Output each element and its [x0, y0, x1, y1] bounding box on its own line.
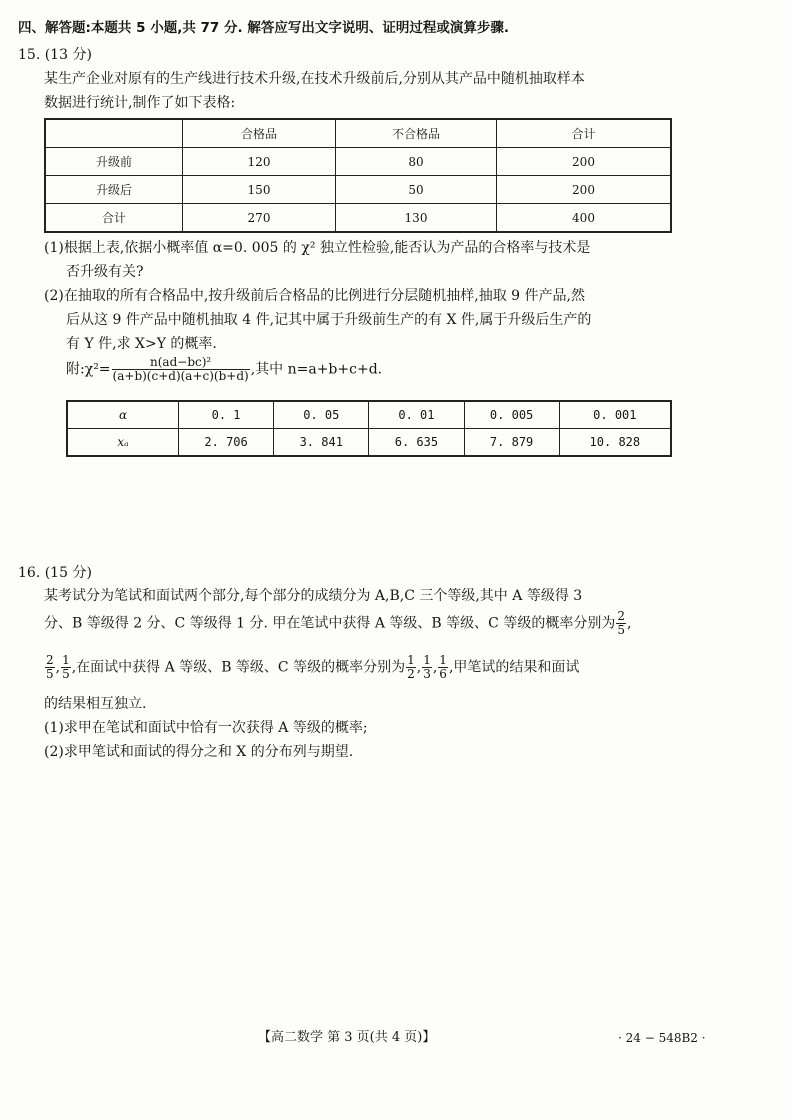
fraction-numerator: 1	[62, 653, 70, 667]
fraction-numerator: 1	[439, 653, 447, 667]
table-cell: 80	[336, 148, 497, 176]
table-cell: 150	[183, 176, 336, 204]
table-cell: 10. 828	[559, 429, 671, 457]
q15-part1-line1: (1)根据上表,依据小概率值 α=0. 005 的 χ² 独立性检验,能否认为产品的合格率与技术是	[44, 240, 591, 256]
table-cell: 升级前	[45, 148, 183, 176]
q15-part2-line3: 有 Y 件,求 X>Y 的概率.	[66, 336, 217, 352]
q16-line3-mid: ,在面试中获得 A 等级、B 等级、C 等级的概率分别为	[71, 659, 406, 676]
table-header-cell: 合计	[497, 119, 672, 148]
q15-data-table	[44, 118, 672, 233]
table-cell: 120	[183, 148, 336, 176]
fraction-numerator: 2	[46, 653, 54, 667]
q16-number: 16. (15 分)	[18, 565, 92, 581]
table-header-cell: 不合格品	[336, 119, 497, 148]
table-cell: 升级后	[45, 176, 183, 204]
fraction-numerator: 1	[407, 653, 415, 667]
table-cell: 6. 635	[369, 429, 464, 457]
q16-line4: 的结果相互独立.	[44, 696, 147, 712]
table-row-label: xₐ	[67, 429, 179, 457]
fraction	[422, 654, 432, 681]
formula-tail: ,其中 n=a+b+c+d.	[250, 361, 383, 378]
table-row-label: α	[67, 401, 179, 429]
fraction-denominator: 2	[407, 667, 415, 681]
fraction	[616, 610, 626, 637]
q15-number: 15. (13 分)	[18, 47, 92, 63]
fraction-denominator: 5	[62, 667, 70, 681]
fraction	[438, 654, 448, 681]
alpha-critical-table	[66, 400, 672, 457]
q16-line3: $\frac{2}{5}$ , $\frac{1}{5}$ ,在面试中获得 A 等级、B 等级、C 等级的概率分别为 $\frac{1}{2}$ , $\frac{1}{3}$ , $\frac{1}{6}$ ,甲笔试的结果和面试	[46, 653, 580, 681]
table-row	[67, 401, 671, 429]
table-header-cell: 合格品	[183, 119, 336, 148]
formula-label: 附:χ²=	[66, 361, 111, 378]
table-cell: 0. 05	[274, 401, 369, 429]
section-header: 四、解答题:本题共 5 小题,共 77 分. 解答应写出文字说明、证明过程或演算步骤.	[18, 20, 509, 36]
table-row	[45, 148, 671, 176]
fraction-numerator: 2	[617, 609, 625, 623]
formula-numerator: n(ad−bc)²	[112, 356, 250, 370]
q16-part2: (2)求甲笔试和面试的得分之和 X 的分布列与期望.	[44, 744, 354, 760]
table-cell: 合计	[45, 204, 183, 233]
fraction-denominator: 5	[617, 623, 625, 637]
q15-part2-line2: 后从这 9 件产品中随机抽取 4 件,记其中属于升级前生产的有 X 件,属于升级后生产的	[66, 312, 592, 328]
table-cell: 2. 706	[179, 429, 274, 457]
table-cell: 0. 005	[464, 401, 559, 429]
table-cell: 200	[497, 148, 672, 176]
table-cell: 50	[336, 176, 497, 204]
table-cell: 0. 1	[179, 401, 274, 429]
q16-line3-tail: ,甲笔试的结果和面试	[448, 659, 580, 676]
formula-fraction	[112, 356, 250, 383]
fraction-numerator: 1	[423, 653, 431, 667]
fraction-denominator: 3	[423, 667, 431, 681]
q15-part2-line1: (2)在抽取的所有合格品中,按升级前后合格品的比例进行分层随机抽样,抽取 9 件产品,然	[44, 288, 585, 304]
q15-intro-line1: 某生产企业对原有的生产线进行技术升级,在技术升级前后,分别从其产品中随机抽取样本	[44, 71, 585, 87]
exam-code: · 24 − 548B2 ·	[618, 1031, 706, 1045]
table-cell: 400	[497, 204, 672, 233]
fraction	[45, 654, 55, 681]
q15-part1-line2: 否升级有关?	[66, 264, 144, 280]
q16-line2: 分、B 等级得 2 分、C 等级得 1 分. 甲在笔试中获得 A 等级、B 等级、C 等级的概率分别为 $\frac{2}{5}$ ,	[44, 609, 632, 637]
table-cell: 0. 001	[559, 401, 671, 429]
table-row	[67, 429, 671, 457]
formula-denominator: (a+b)(c+d)(a+c)(b+d)	[112, 369, 249, 383]
table-cell: 7. 879	[464, 429, 559, 457]
q15-intro-line2: 数据进行统计,制作了如下表格:	[44, 95, 236, 111]
page-footer: 【高二数学 第 3 页(共 4 页)】	[258, 1030, 436, 1045]
fraction-denominator: 5	[46, 667, 54, 681]
fraction-denominator: 6	[439, 667, 447, 681]
q16-part1: (1)求甲在笔试和面试中恰有一次获得 A 等级的概率;	[44, 720, 368, 736]
q16-line1: 某考试分为笔试和面试两个部分,每个部分的成绩分为 A,B,C 三个等级,其中 A 等级得 3	[44, 588, 583, 604]
table-cell: 0. 01	[369, 401, 464, 429]
table-cell: 200	[497, 176, 672, 204]
table-row	[45, 204, 671, 233]
table-header-row	[45, 119, 671, 148]
table-cell: 270	[183, 204, 336, 233]
table-header-cell	[45, 119, 183, 148]
table-cell: 3. 841	[274, 429, 369, 457]
table-cell: 130	[336, 204, 497, 233]
chi-square-formula	[66, 356, 382, 383]
q16-line2-text: 分、B 等级得 2 分、C 等级得 1 分. 甲在笔试中获得 A 等级、B 等级、C 等级的概率分别为	[44, 615, 616, 632]
fraction	[61, 654, 71, 681]
table-row	[45, 176, 671, 204]
fraction	[406, 654, 416, 681]
